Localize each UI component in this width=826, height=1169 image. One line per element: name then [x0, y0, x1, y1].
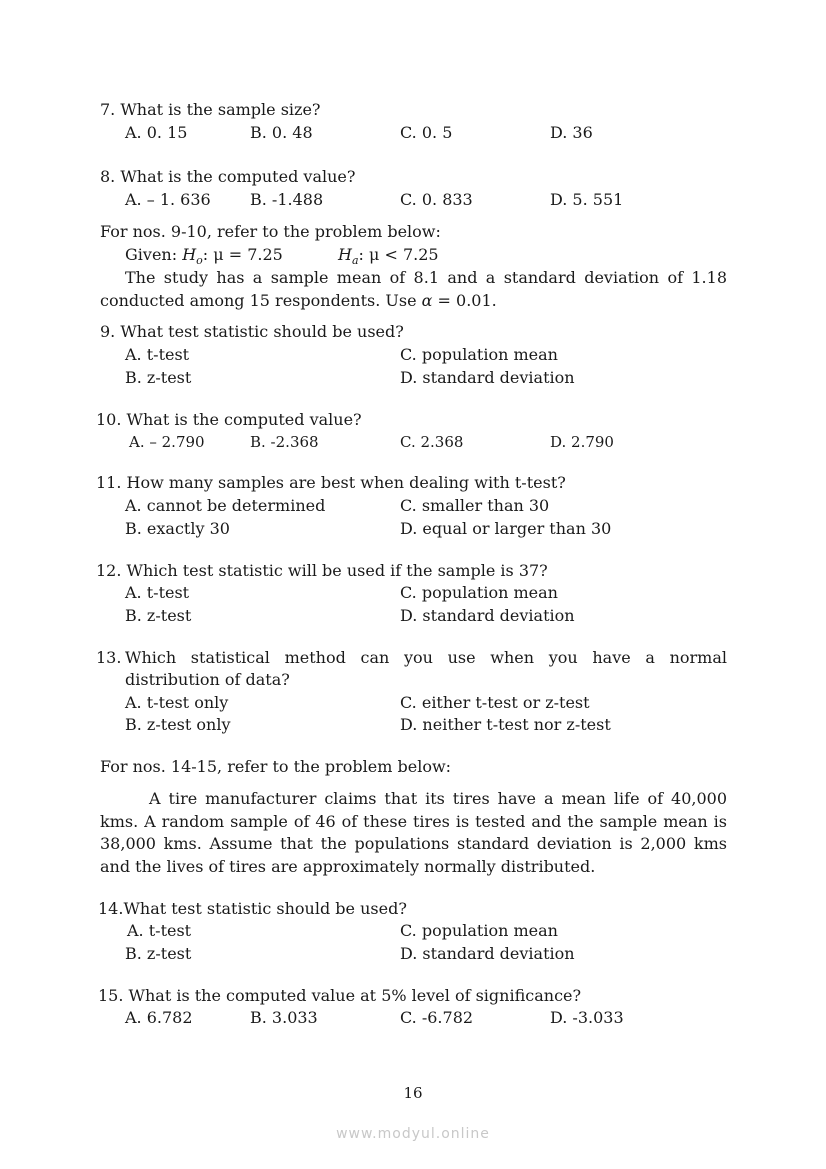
- question-9-option-a: A. t-test: [125, 345, 190, 364]
- question-13-option-a: A. t-test only: [125, 693, 229, 712]
- question-14-option-b: B. z-test: [125, 944, 192, 963]
- question-9-stem: 9. What test statistic should be used?: [100, 322, 404, 341]
- h0-statement: : μ = 7.25: [202, 245, 283, 264]
- question-10-option-a: A. – 2.790: [129, 433, 205, 451]
- problem-14-15-line1: A tire manufacturer claims that its tires have a mean life of 40,000: [149, 789, 727, 808]
- question-9-option-c: C. population mean: [400, 345, 558, 364]
- question-13-option-d: D. neither t-test nor z-test: [400, 715, 611, 734]
- problem-9-10-line2: [100, 291, 497, 311]
- question-15-option-c: C. -6.782: [400, 1008, 474, 1027]
- question-13-number: 13.: [96, 648, 122, 667]
- question-15-option-b: B. 3.033: [250, 1008, 318, 1027]
- question-7-option-a: A. 0. 15: [125, 123, 188, 142]
- watermark: www.modyul.online: [336, 1126, 490, 1142]
- ha-symbol: H: [338, 245, 352, 264]
- ha-subscript: a: [351, 254, 359, 268]
- question-14-option-a: A. t-test: [127, 921, 192, 940]
- question-13-stem-line2: distribution of data?: [125, 670, 290, 689]
- question-13-stem-line1: Which statistical method can you use when you have a normal: [125, 648, 727, 667]
- question-11-option-a: A. cannot be determined: [125, 496, 326, 515]
- question-10-option-d: D. 2.790: [550, 433, 614, 451]
- given-label: Given:: [125, 245, 183, 264]
- question-14-option-d: D. standard deviation: [400, 944, 575, 963]
- question-12-stem: 12. Which test statistic will be used if the sample is 37?: [96, 561, 548, 580]
- question-11-stem: 11. How many samples are best when dealing with t-test?: [96, 473, 566, 492]
- problem-9-10-line2-post: = 0.01.: [432, 291, 497, 310]
- question-13-option-b: B. z-test only: [125, 715, 231, 734]
- page-number: 16: [403, 1084, 423, 1102]
- question-15-option-a: A. 6.782: [125, 1008, 193, 1027]
- problem-14-15-line3: 38,000 kms. Assume that the populations standard deviation is 2,000 kms: [100, 834, 727, 853]
- question-10-option-c: C. 2.368: [400, 433, 464, 451]
- question-12-option-d: D. standard deviation: [400, 606, 575, 625]
- question-14-stem: 14.What test statistic should be used?: [98, 899, 407, 918]
- question-8-option-d: D. 5. 551: [550, 190, 624, 209]
- question-11-option-b: B. exactly 30: [125, 519, 230, 538]
- question-8-stem: 8. What is the computed value?: [100, 167, 356, 186]
- question-12-option-b: B. z-test: [125, 606, 192, 625]
- question-10-stem: 10. What is the computed value?: [96, 410, 362, 429]
- question-15-stem: 15. What is the computed value at 5% level of significance?: [98, 986, 582, 1005]
- problem-14-15-line2: kms. A random sample of 46 of these tires is tested and the sample mean is: [100, 812, 727, 831]
- problem-9-10-line1: The study has a sample mean of 8.1 and a standard deviation of 1.18: [125, 268, 727, 287]
- h0-subscript: o: [196, 254, 203, 268]
- question-8-option-b: B. -1.488: [250, 190, 324, 209]
- problem-14-15-line4: and the lives of tires are approximately normally distributed.: [100, 857, 596, 876]
- question-7-option-d: D. 36: [550, 123, 593, 142]
- question-9-option-b: B. z-test: [125, 368, 192, 387]
- h0-symbol: H: [182, 245, 197, 264]
- problem-9-10-intro: For nos. 9-10, refer to the problem below:: [100, 222, 441, 241]
- question-9-option-d: D. standard deviation: [400, 368, 575, 387]
- problem-9-10-line2-pre: conducted among 15 respondents. Use: [100, 291, 422, 310]
- question-10-option-b: B. -2.368: [250, 433, 319, 451]
- question-12-option-a: A. t-test: [125, 583, 190, 602]
- question-8-option-c: C. 0. 833: [400, 190, 473, 209]
- question-11-option-c: C. smaller than 30: [400, 496, 550, 515]
- question-11-option-d: D. equal or larger than 30: [400, 519, 612, 538]
- ha-statement: : μ < 7.25: [358, 245, 439, 264]
- problem-14-15-intro: For nos. 14-15, refer to the problem below:: [100, 757, 452, 776]
- question-13-option-c: C. either t-test or z-test: [400, 693, 590, 712]
- question-7-stem: 7. What is the sample size?: [100, 100, 321, 119]
- question-14-option-c: C. population mean: [400, 921, 558, 940]
- alpha-symbol: α: [421, 291, 433, 310]
- question-15-option-d: D. -3.033: [550, 1008, 624, 1027]
- question-12-option-c: C. population mean: [400, 583, 558, 602]
- question-8-option-a: A. – 1. 636: [125, 190, 211, 209]
- question-7-option-c: C. 0. 5: [400, 123, 453, 142]
- question-7-option-b: B. 0. 48: [250, 123, 313, 142]
